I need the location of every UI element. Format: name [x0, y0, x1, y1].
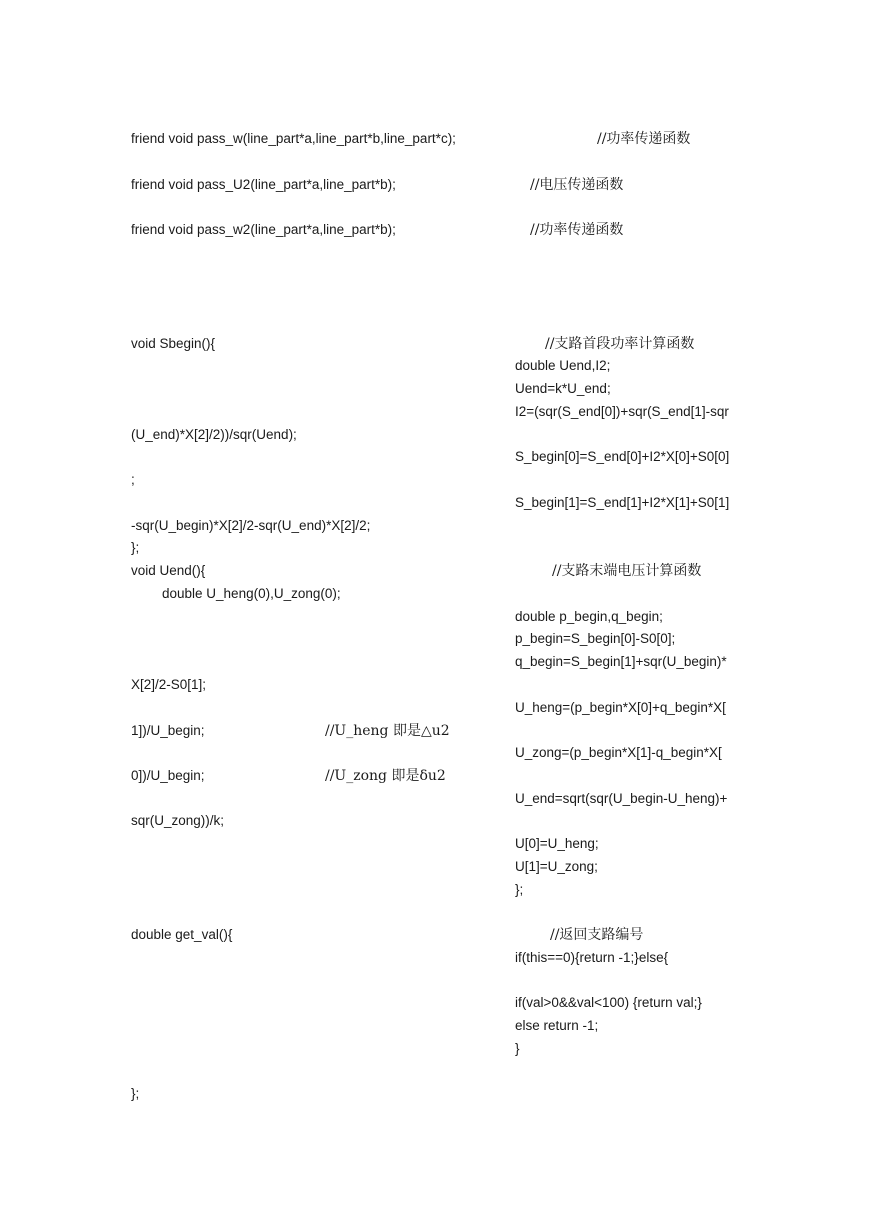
sbegin-line: (U_end)*X[2]/2))/sqr(Uend);: [131, 427, 297, 442]
uend-close: };: [515, 882, 524, 897]
uend-comment: //U_heng 即是△u2: [325, 723, 450, 739]
uend-line: U[0]=U_heng;: [515, 836, 599, 851]
uend-comment: //支路末端电压计算函数: [552, 563, 702, 579]
sbegin-close: };: [131, 540, 140, 555]
sbegin-line: -sqr(U_begin)*X[2]/2-sqr(U_end)*X[2]/2;: [131, 518, 371, 533]
uend-line: q_begin=S_begin[1]+sqr(U_begin)*: [515, 654, 727, 669]
sbegin-line: S_begin[1]=S_end[1]+I2*X[1]+S0[1]: [515, 495, 730, 510]
sbegin-line: Uend=k*U_end;: [515, 381, 611, 396]
uend-line: double U_heng(0),U_zong(0);: [162, 586, 341, 601]
getval-header: double get_val(){: [131, 927, 233, 942]
pass-w-comment: //功率传递函数: [597, 131, 691, 147]
uend-header: void Uend(){: [131, 563, 206, 578]
getval-line: if(this==0){return -1;}else{: [515, 950, 669, 965]
getval-comment: //返回支路编号: [550, 927, 644, 943]
uend-line: X[2]/2-S0[1];: [131, 677, 207, 692]
pass-w2-comment: //功率传递函数: [530, 222, 624, 238]
sbegin-line: double Uend,I2;: [515, 358, 611, 373]
getval-line: else return -1;: [515, 1018, 599, 1033]
class-close: };: [131, 1086, 140, 1101]
sbegin-line: I2=(sqr(S_end[0])+sqr(S_end[1]-sqr: [515, 404, 729, 419]
uend-line: 1])/U_begin;: [131, 723, 205, 738]
uend-line: U_zong=(p_begin*X[1]-q_begin*X[: [515, 745, 722, 760]
sbegin-line: ;: [131, 472, 135, 487]
uend-line: double p_begin,q_begin;: [515, 609, 663, 624]
getval-line: if(val>0&&val<100) {return val;}: [515, 995, 702, 1010]
uend-line: U_heng=(p_begin*X[0]+q_begin*X[: [515, 700, 726, 715]
pass-w-decl: friend void pass_w(line_part*a,line_part*b,line_part*c);: [131, 131, 456, 146]
uend-line: p_begin=S_begin[0]-S0[0];: [515, 631, 676, 646]
sbegin-header: void Sbegin(){: [131, 336, 216, 351]
uend-line: U_end=sqrt(sqr(U_begin-U_heng)+: [515, 791, 728, 806]
pass-u2-comment: //电压传递函数: [530, 177, 624, 193]
uend-line: sqr(U_zong))/k;: [131, 813, 225, 828]
uend-comment: //U_zong 即是δu2: [325, 768, 446, 784]
sbegin-line: S_begin[0]=S_end[0]+I2*X[0]+S0[0]: [515, 449, 730, 464]
uend-line: 0])/U_begin;: [131, 768, 205, 783]
pass-w2-decl: friend void pass_w2(line_part*a,line_part*b);: [131, 222, 396, 237]
uend-line: U[1]=U_zong;: [515, 859, 598, 874]
getval-line: }: [515, 1041, 520, 1056]
sbegin-comment: //支路首段功率计算函数: [545, 336, 695, 352]
pass-u2-decl: friend void pass_U2(line_part*a,line_part*b);: [131, 177, 396, 192]
